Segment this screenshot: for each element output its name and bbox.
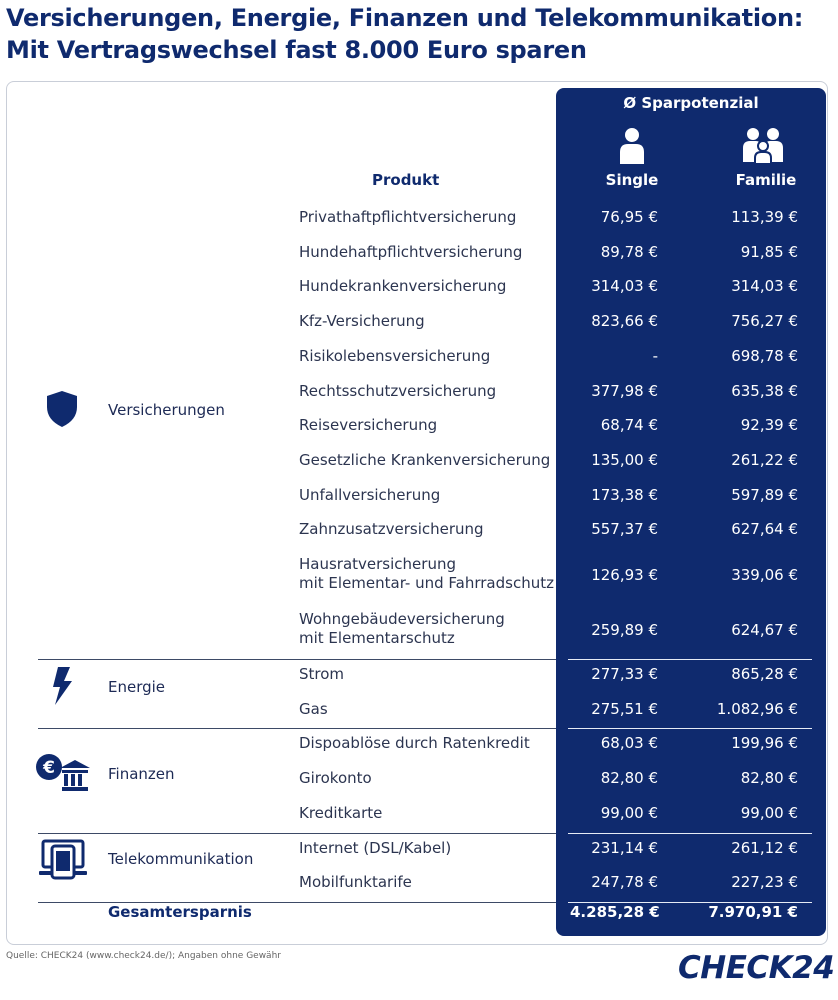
single-value: 247,78 € [591,873,658,892]
single-column-header: Single [605,171,659,189]
product-name [299,665,344,684]
product-name-line: Strom [299,665,345,683]
group-separator-panel [568,728,812,729]
product-name-line: Internet (DSL/Kabel) [299,838,452,857]
group-separator [38,659,556,660]
product-name [299,839,451,858]
family-value: 698,78 € [731,346,798,365]
product-name [299,208,516,227]
product-name [299,555,554,593]
shield-icon [46,390,78,428]
euro-bank-icon [36,752,90,792]
single-value: 89,78 € [600,242,658,261]
product-name [299,451,550,470]
svg-text:€: € [43,758,55,778]
group-separator [38,728,556,729]
family-icon [742,126,784,166]
group-separator-panel [568,659,812,660]
single-value: 259,89 € [591,621,658,639]
family-value: 82,80 € [740,769,798,788]
product-name [299,700,328,719]
product-name [299,347,490,366]
person-icon [616,126,648,166]
family-value: 113,39 € [731,208,798,226]
single-value: 82,80 € [600,769,658,788]
family-value: 624,67 € [731,621,798,639]
family-value: 227,23 € [731,873,798,892]
family-value: 597,89 € [731,485,798,504]
product-name [299,312,425,331]
product-name [299,610,505,648]
product-name-line: Kreditkarte [299,803,383,822]
single-value: 277,33 € [591,665,658,683]
product-name-line: Risikolebensversicherung [299,346,491,365]
single-value: 99,00 € [600,803,658,822]
product-name [299,804,382,823]
product-name [299,520,484,539]
product-name [299,416,437,435]
family-value: 635,38 € [731,381,798,400]
source-note: Quelle: CHECK24 (www.check24.de/); Angaben ohne Gewähr [6,951,281,961]
product-name-line: Wohngebäudeversicherung [299,610,505,628]
product-name-line: Privathaftpflichtversicherung [299,208,517,226]
product-name [299,769,372,788]
product-name-line: Gesetzliche Krankenversicherung [299,450,551,469]
panel-title: Ø Sparpotenzial [623,94,759,112]
single-value: 135,00 € [591,450,658,469]
product-name-line: Hundekrankenversicherung [299,277,507,296]
single-value: 314,03 € [591,277,658,296]
product-name [299,382,496,401]
product-name-line: Girokonto [299,769,372,788]
family-value: 756,27 € [731,312,798,331]
total-label: Gesamtersparnis [108,903,252,921]
category-versicherungen: Versicherungen [108,401,225,419]
category-energie: Energie [108,678,166,696]
family-value: 627,64 € [731,520,798,539]
product-name-line: Mobilfunktarife [299,873,412,892]
single-value: 68,03 € [600,734,658,753]
product-name-line: mit Elementarschutz [299,629,455,647]
lightning-icon [50,667,74,705]
family-value: 1.082,96 € [716,699,798,718]
single-value: 231,14 € [591,838,658,857]
group-separator-panel [568,833,812,834]
title-line-2: Mit Vertragswechsel fast 8.000 Euro sparen [6,36,587,64]
product-name [299,734,530,753]
devices-icon [38,838,88,880]
single-value: 68,74 € [600,416,658,435]
product-name [299,486,440,505]
product-name [299,873,412,892]
single-value: 126,93 € [591,566,658,584]
family-value: 92,39 € [740,416,798,435]
single-value: 557,37 € [591,520,658,539]
single-value: - [652,346,658,365]
product-name-line: Dispoablöse durch Ratenkredit [299,734,530,753]
total-single: 4.285,28 € [570,903,660,921]
family-column-header: Familie [735,171,797,189]
family-value: 91,85 € [740,242,798,261]
product-name-line: Zahnzusatzversicherung [299,520,484,539]
family-value: 199,96 € [731,734,798,753]
product-name-line: Rechtsschutzversicherung [299,381,497,400]
single-value: 377,98 € [591,381,658,400]
family-value: 261,22 € [731,450,798,469]
product-name-line: Gas [299,699,328,718]
category-telekommunikation: Telekommunikation [108,850,254,868]
family-value: 99,00 € [740,803,798,822]
family-value: 261,12 € [731,838,798,857]
product-name-line: Unfallversicherung [299,485,441,504]
product-name-line: mit Elementar- und Fahrradschutz [299,574,554,592]
product-name [299,243,522,262]
family-value: 339,06 € [731,566,798,584]
single-value: 76,95 € [600,208,658,226]
product-name-line: Reiseversicherung [299,416,438,435]
single-value: 173,38 € [591,485,658,504]
category-finanzen: Finanzen [108,765,175,783]
family-value: 314,03 € [731,277,798,296]
product-name-line: Hundehaftpflichtversicherung [299,242,523,261]
title-line-1: Versicherungen, Energie, Finanzen und Telekommunikation: [6,4,804,32]
product-name-line: Kfz-Versicherung [299,312,425,331]
product-column-header: Produkt [372,171,440,189]
product-name-line: Hausratversicherung [299,555,456,573]
page-title [6,2,803,66]
family-value: 865,28 € [731,665,798,683]
total-family: 7.970,91 € [708,903,798,921]
product-name [299,277,506,296]
single-value: 823,66 € [591,312,658,331]
check24-logo: CHECK24 [678,950,835,986]
single-value: 275,51 € [591,699,658,718]
group-separator [38,833,556,834]
